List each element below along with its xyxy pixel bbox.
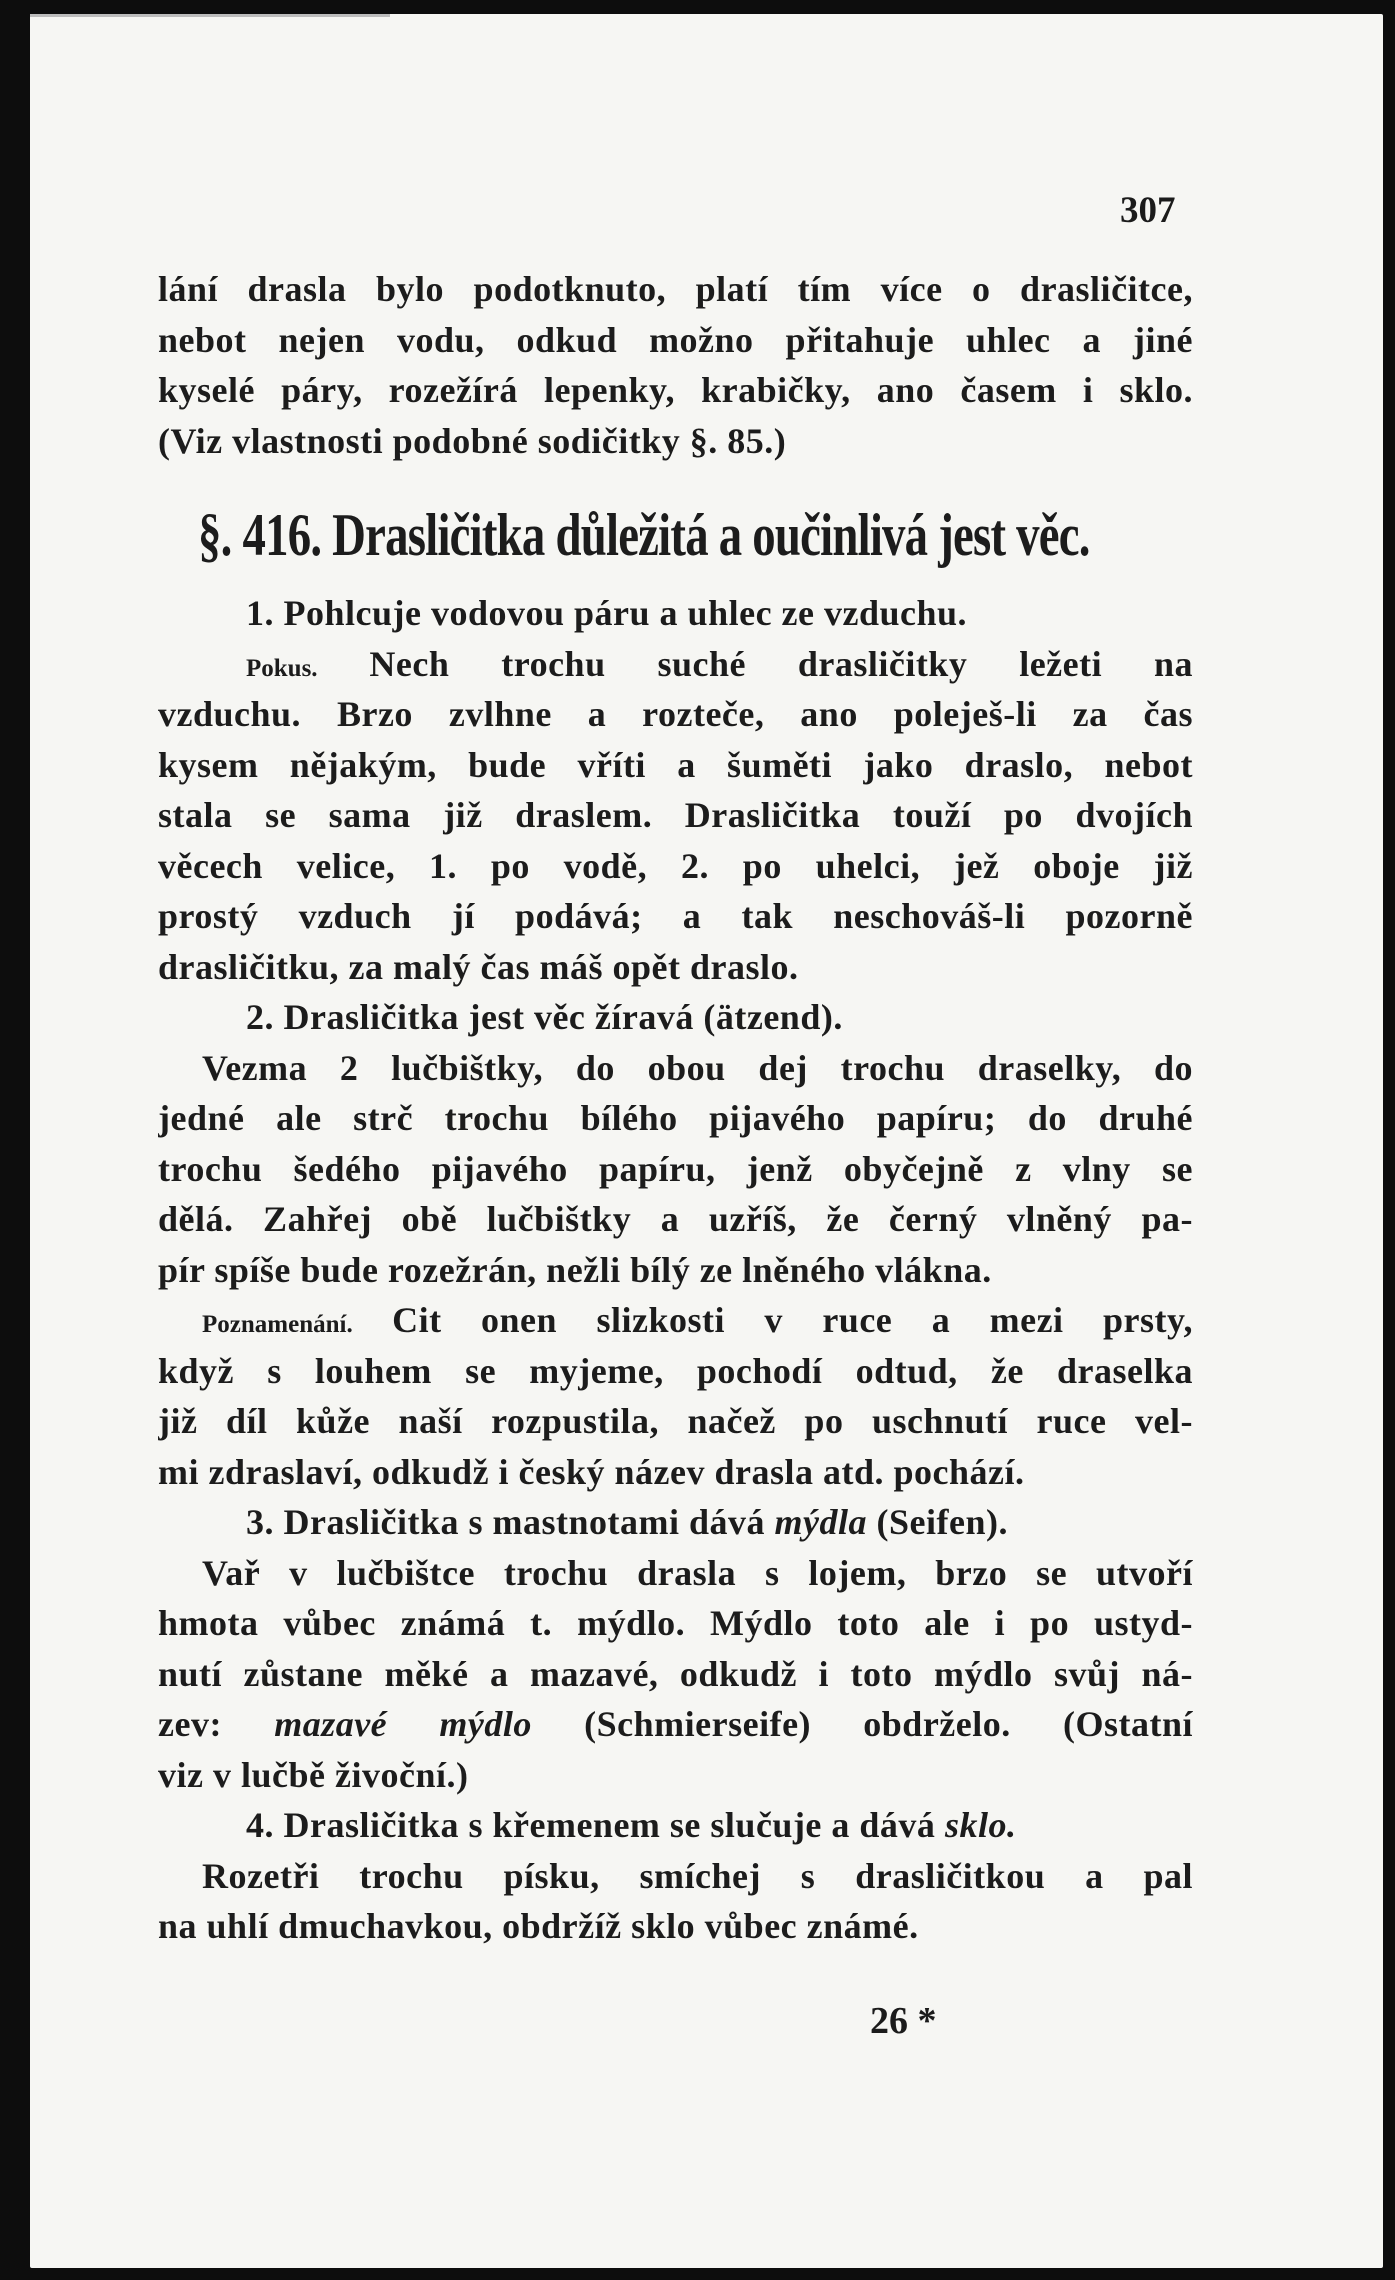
text-line: viz v lučbě živoční.) <box>158 1754 469 1795</box>
note-line <box>158 1295 1193 1346</box>
item-3-b-prefix: zev: <box>158 1704 275 1744</box>
text-line: prostý vzduch jí podává; a tak neschováš-li pozorně <box>158 896 1193 936</box>
text-line: mi zdraslaví, odkudž i český název drasla atd. pochází. <box>158 1451 1025 1492</box>
item-4-title <box>158 1800 1193 1851</box>
item-3-b-italic: mazavé mýdlo <box>274 1704 532 1744</box>
item-2-title: 2. Drasličitka jest věc žíravá (ätzend). <box>246 997 843 1037</box>
text-line: dělá. Zahřej obě lučbištky a uzříš, že černý vlněný pa- <box>158 1199 1193 1239</box>
item-3-suffix: (Seifen). <box>866 1502 1008 1542</box>
text-line: trochu šedého pijavého papíru, jenž obyčejně z vlny se <box>158 1148 1193 1189</box>
item-3-b-suffix: (Schmierseife) obdrželo. (Ostatní <box>531 1704 1193 1744</box>
pokus-label: Pokus. <box>246 654 318 682</box>
text-line <box>158 1699 1193 1750</box>
text-line: když s louhem se myjeme, pochodí odtud, že draselka <box>158 1350 1193 1391</box>
item-3-title <box>158 1497 1193 1548</box>
section-heading: §. 416. Drasličitka důležitá a oučinlivá jest věc. <box>198 502 1090 568</box>
text-line: jedné ale strč trochu bílého pijavého papíru; do druhé <box>158 1098 1193 1138</box>
signature-mark: 26 * <box>870 2000 937 2042</box>
item-3-prefix: 3. Drasličitka s mastnotami dává <box>246 1502 775 1542</box>
text-line: Rozetři trochu písku, smíchej s drasličitkou a pal <box>202 1855 1193 1896</box>
text-line: již díl kůže naší rozpustila, načež po uschnutí ruce vel- <box>158 1401 1193 1441</box>
text-line: (Viz vlastnosti podobné sodičitky §. 85.) <box>158 420 787 461</box>
item-3-italic: mýdla <box>774 1502 867 1542</box>
text-line: stala se sama již draslem. Drasličitka touží po dvojích <box>158 795 1193 835</box>
text-line: Vař v lučbištce trochu drasla s lojem, brzo se utvoří <box>202 1552 1193 1593</box>
book-page <box>30 14 1383 2268</box>
text-line: lání drasla bylo podotknuto, platí tím více o drasličitce, <box>158 269 1193 309</box>
item-4-prefix: 4. Drasličitka s křemenem se slučuje a dává <box>246 1805 945 1845</box>
pokus-text: Nech trochu suché drasličitky ležeti na <box>369 643 1193 684</box>
page-number: 307 <box>1120 190 1176 231</box>
text-line: pír spíše bude rozežrán, nežli bílý ze lněného vlákna. <box>158 1249 992 1290</box>
text-line: věcech velice, 1. po vodě, 2. po uhelci, jež oboje již <box>158 845 1193 886</box>
text-line: hmota vůbec známá t. mýdlo. Mýdlo toto ale i po ustyd- <box>158 1603 1193 1643</box>
text-line: nutí zůstane měké a mazavé, odkudž i toto mýdlo svůj ná- <box>158 1653 1193 1694</box>
note-text: Cit onen slizkosti v ruce a mezi prsty, <box>392 1300 1193 1340</box>
note-label: Poznamenání. <box>202 1311 353 1338</box>
item-4-italic: sklo. <box>944 1805 1017 1845</box>
text-line: drasličitku, za malý čas máš opět draslo. <box>158 946 799 987</box>
text-line: nebot nejen vodu, odkud možno přitahuje uhlec a jiné <box>158 319 1193 360</box>
page-top-rule <box>30 14 390 17</box>
text-line: kysem nějakým, bude vříti a šuměti jako draslo, nebot <box>158 744 1193 785</box>
text-line: vzduchu. Brzo zvlhne a rozteče, ano poleješ-li za čas <box>158 694 1193 734</box>
item-1-title: 1. Pohlcuje vodovou páru a uhlec ze vzduchu. <box>246 593 968 633</box>
pokus-line <box>158 639 1193 690</box>
text-line: Vezma 2 lučbištky, do obou dej trochu draselky, do <box>202 1047 1193 1088</box>
page-body <box>158 264 1193 1952</box>
text-line: kyselé páry, rozežírá lepenky, krabičky, ano časem i sklo. <box>158 370 1193 410</box>
text-line: na uhlí dmuchavkou, obdržíž sklo vůbec známé. <box>158 1906 919 1946</box>
